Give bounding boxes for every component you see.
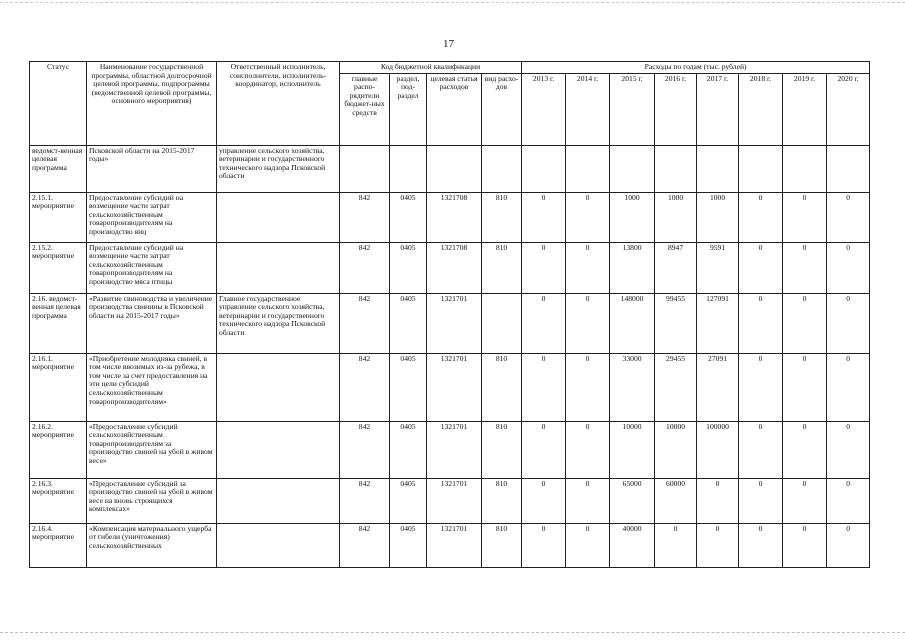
row-type — [482, 293, 522, 353]
header-year: 2013 г. — [522, 73, 566, 145]
row-name: «Предоставление субсидий сельскохозяйственным товаропроизводителям за производство свиней на убой в живом весе» — [87, 421, 217, 478]
row-article: 1321701 — [427, 293, 482, 353]
row-section: 0405 — [390, 293, 427, 353]
table-row — [30, 478, 870, 523]
table-row — [30, 353, 870, 421]
row-section: 0405 — [390, 242, 427, 293]
table-row — [30, 293, 870, 353]
header-year: 2019 г. — [783, 73, 827, 145]
row-year-value — [655, 145, 697, 192]
row-year-value: 0 — [739, 421, 783, 478]
row-year-value: 0 — [827, 192, 870, 242]
page-number: 17 — [443, 38, 454, 50]
row-grbs: 842 — [340, 523, 390, 567]
row-section: 0405 — [390, 478, 427, 523]
table-row — [30, 242, 870, 293]
row-year-value: 0 — [566, 523, 610, 567]
row-year-value: 60000 — [655, 478, 697, 523]
row-year-value: 0 — [827, 478, 870, 523]
row-article: 1321701 — [427, 421, 482, 478]
row-year-value — [566, 145, 610, 192]
row-type: 810 — [482, 523, 522, 567]
row-name: «Приобретение молодняка свиней, в том числе ввозимых из-за рубежа, в том числе за счет предоставления на эти цели субсидий сельскохозяйственным товаропроизводителям» — [87, 353, 217, 421]
row-type: 810 — [482, 478, 522, 523]
row-name: «Развитие свиноводства и увеличение производства свинины в Псковской области на 2015-2017 годы» — [87, 293, 217, 353]
row-year-value: 1000 — [610, 192, 655, 242]
row-type: 810 — [482, 242, 522, 293]
row-year-value — [697, 145, 739, 192]
row-year-value: 0 — [739, 293, 783, 353]
header-status: Статус — [30, 62, 87, 146]
row-year-value: 0 — [827, 523, 870, 567]
row-article — [427, 145, 482, 192]
row-year-value: 0 — [827, 353, 870, 421]
header-expenses: Расходы по годам (тыс. рублей) — [522, 62, 870, 74]
scan-top-edge — [0, 2, 905, 4]
row-status: ведомст-венная целевая программа — [30, 145, 87, 192]
row-year-value: 0 — [522, 353, 566, 421]
row-article: 1321701 — [427, 478, 482, 523]
header-year: 2014 г. — [566, 73, 610, 145]
row-year-value — [610, 145, 655, 192]
row-year-value: 10000 — [610, 421, 655, 478]
row-executor: управление сельского хозяйства, ветеринарии и государственного технического надзора Псковской области — [217, 145, 340, 192]
row-year-value: 0 — [827, 293, 870, 353]
row-section: 0405 — [390, 192, 427, 242]
table-row — [30, 421, 870, 478]
row-year-value: 33000 — [610, 353, 655, 421]
row-year-value: 27091 — [697, 353, 739, 421]
row-year-value: 0 — [827, 421, 870, 478]
row-section — [390, 145, 427, 192]
row-name: Предоставление субсидий на возмещение части затрат сельскохозяйственным товаропроизводителям на производство яиц — [87, 192, 217, 242]
row-year-value: 0 — [783, 478, 827, 523]
row-year-value: 0 — [522, 523, 566, 567]
table-row — [30, 523, 870, 567]
row-grbs: 842 — [340, 242, 390, 293]
row-year-value: 65000 — [610, 478, 655, 523]
scan-bottom-edge — [0, 632, 905, 634]
row-year-value: 0 — [783, 293, 827, 353]
row-status: 2.16.1. мероприятие — [30, 353, 87, 421]
header-article: целевая статья расходов — [427, 73, 482, 145]
row-year-value — [739, 145, 783, 192]
row-type: 810 — [482, 192, 522, 242]
row-year-value: 0 — [655, 523, 697, 567]
table-row — [30, 192, 870, 242]
row-name: Псковской области на 2015-2017 годы» — [87, 145, 217, 192]
row-article: 1321701 — [427, 523, 482, 567]
row-year-value: 10000 — [655, 421, 697, 478]
row-year-value: 0 — [522, 293, 566, 353]
row-year-value: 0 — [566, 421, 610, 478]
row-year-value: 8947 — [655, 242, 697, 293]
row-article: 1321701 — [427, 353, 482, 421]
row-grbs: 842 — [340, 353, 390, 421]
row-grbs: 842 — [340, 192, 390, 242]
row-year-value: 0 — [783, 421, 827, 478]
row-executor — [217, 242, 340, 293]
row-grbs — [340, 145, 390, 192]
row-year-value: 0 — [566, 293, 610, 353]
row-type: 810 — [482, 421, 522, 478]
row-year-value — [522, 145, 566, 192]
row-year-value: 0 — [566, 192, 610, 242]
row-executor — [217, 192, 340, 242]
row-status: 2.16.4. мероприятие — [30, 523, 87, 567]
budget-table — [29, 61, 870, 568]
header-name: Наименование государственной программы, областной долгосрочной целевой программы, подпрограммы (ведомственной целевой программы, основного мероприятия) — [87, 62, 217, 146]
row-executor — [217, 523, 340, 567]
row-year-value: 0 — [827, 242, 870, 293]
row-executor — [217, 421, 340, 478]
header-budget-code: Код бюджетной квалификации — [340, 62, 522, 74]
row-year-value: 0 — [522, 192, 566, 242]
row-year-value: 9591 — [697, 242, 739, 293]
header-year: 2020 г. — [827, 73, 870, 145]
header-type: вид расхо-дов — [482, 73, 522, 145]
row-year-value: 0 — [522, 478, 566, 523]
header-section: раздел, под-раздел — [390, 73, 427, 145]
row-year-value: 0 — [783, 192, 827, 242]
row-name: «Предоставление субсидий за производство свиней на убой в живом весе на вновь строящихся комплексах» — [87, 478, 217, 523]
header-year: 2018 г. — [739, 73, 783, 145]
row-article: 1321708 — [427, 242, 482, 293]
row-year-value: 0 — [566, 353, 610, 421]
row-year-value: 0 — [783, 242, 827, 293]
row-status: 2.16. ведомст-венная целевая программа — [30, 293, 87, 353]
row-executor — [217, 478, 340, 523]
row-year-value: 29455 — [655, 353, 697, 421]
row-section: 0405 — [390, 421, 427, 478]
row-year-value: 127091 — [697, 293, 739, 353]
row-status: 2.16.3. мероприятие — [30, 478, 87, 523]
row-year-value: 99455 — [655, 293, 697, 353]
row-status: 2.16.2. мероприятие — [30, 421, 87, 478]
row-name: Предоставление субсидий на возмещение части затрат сельскохозяйственным товаропроизводителям на производство мяса птицы — [87, 242, 217, 293]
row-year-value — [827, 145, 870, 192]
row-year-value: 0 — [697, 478, 739, 523]
table-row — [30, 145, 870, 192]
row-year-value: 0 — [739, 478, 783, 523]
header-grbs: главные распо-рядители бюджет-ных средств — [340, 73, 390, 145]
header-year: 2015 г. — [610, 73, 655, 145]
row-grbs: 842 — [340, 478, 390, 523]
row-status: 2.15.2. мероприятие — [30, 242, 87, 293]
row-year-value: 148000 — [610, 293, 655, 353]
row-section: 0405 — [390, 353, 427, 421]
row-executor: Главное государственное управление сельского хозяйства, ветеринарии и государственного технического надзора Псковской области — [217, 293, 340, 353]
row-year-value: 0 — [697, 523, 739, 567]
row-year-value: 0 — [783, 353, 827, 421]
row-type — [482, 145, 522, 192]
row-executor — [217, 353, 340, 421]
row-year-value: 0 — [566, 478, 610, 523]
row-year-value: 0 — [522, 242, 566, 293]
row-year-value: 0 — [739, 523, 783, 567]
row-year-value: 1000 — [655, 192, 697, 242]
row-article: 1321708 — [427, 192, 482, 242]
row-grbs: 842 — [340, 421, 390, 478]
row-year-value: 0 — [739, 353, 783, 421]
row-year-value: 1000 — [697, 192, 739, 242]
row-grbs: 842 — [340, 293, 390, 353]
row-year-value — [783, 145, 827, 192]
row-year-value: 0 — [566, 242, 610, 293]
row-year-value: 13800 — [610, 242, 655, 293]
header-year: 2016 г. — [655, 73, 697, 145]
row-year-value: 0 — [522, 421, 566, 478]
row-status: 2.15.1. мероприятие — [30, 192, 87, 242]
row-year-value: 40000 — [610, 523, 655, 567]
row-type: 810 — [482, 353, 522, 421]
header-year: 2017 г. — [697, 73, 739, 145]
header-executor: Ответственный исполнитель, соисполнители, исполнитель-координатор, исполнитель — [217, 62, 340, 146]
row-name: «Компенсация материального ущерба от гибели (уничтожения) сельскохозяйственных — [87, 523, 217, 567]
row-year-value: 100000 — [697, 421, 739, 478]
row-section: 0405 — [390, 523, 427, 567]
row-year-value: 0 — [783, 523, 827, 567]
row-year-value: 0 — [739, 242, 783, 293]
row-year-value: 0 — [739, 192, 783, 242]
